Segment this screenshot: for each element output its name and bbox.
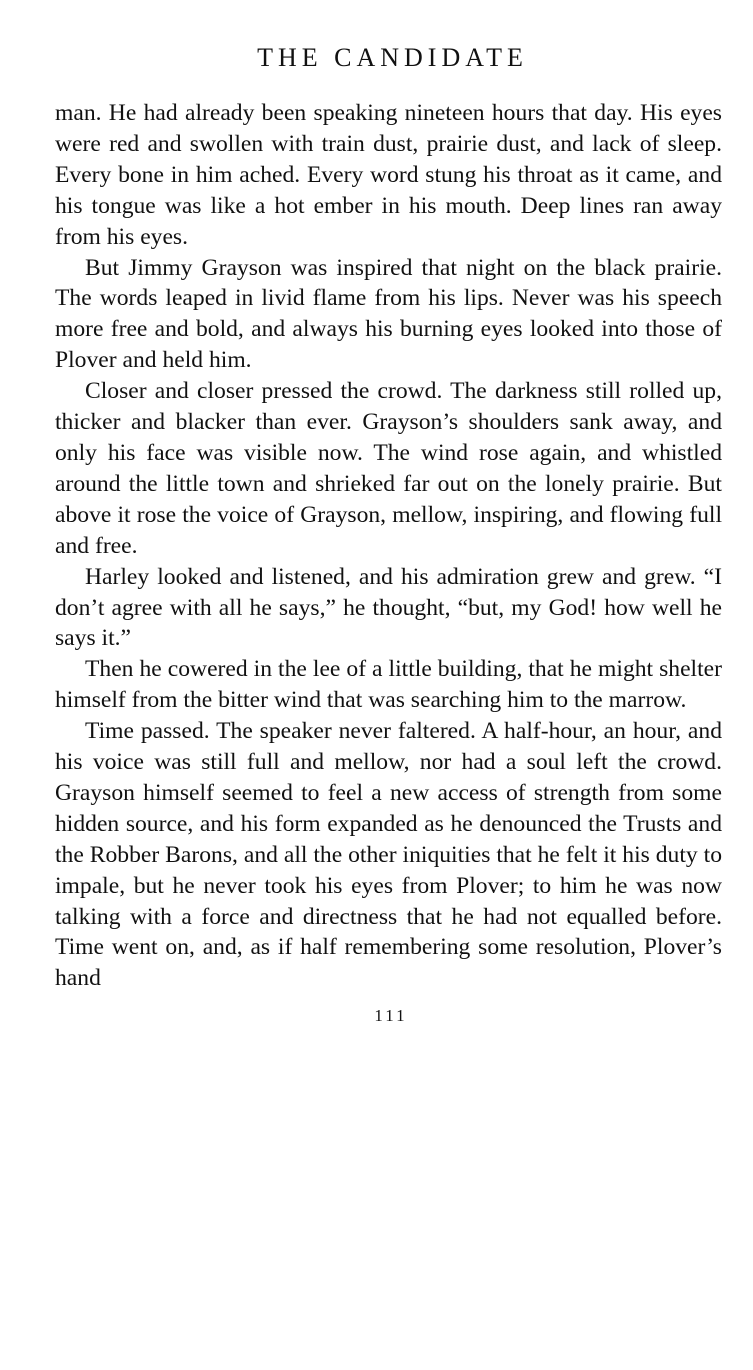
book-page [55,38,722,1026]
body-text [55,98,722,994]
paragraph-1: man. He had already been speaking nineteen hours that day. His eyes were red and swollen with train dust, prairie dust, and lack of sleep. Every bone in him ached. Every word stung his throat as it came, and his tongue was like a hot ember in his mouth. Deep lines ran away from his eyes. [55,100,722,250]
paragraph-3: Closer and closer pressed the crowd. The darkness still rolled up, thicker and blacker than ever. Grayson’s shoulders sank away, and only his face was visible now. The wind rose again, and whistled around the little town and shrieked far out on the lonely prairie. But above it rose the voice of Grayson, mellow, inspiring, and flowing full and free. [55,378,722,559]
paragraph-6: Time passed. The speaker never faltered. A half-hour, an hour, and his voice was still full and mellow, nor had a soul left the crowd. Grayson himself seemed to feel a new access of strength from some hidden source, and his form expanded as he denounced the Trusts and the Robber Barons, and all the other iniquities that he felt it his duty to impale, but he never took his eyes from Plover; to him he was now talking with a force and directness that he had not equalled before. Time went on, and, as if half remembering some resolution, Plover’s hand [55,718,722,992]
paragraph-4: Harley looked and listened, and his admiration grew and grew. “I don’t agree with all he says,” he thought, “but, my God! how well he says it.” [55,563,722,652]
paragraph-2: But Jimmy Grayson was inspired that night on the black prairie. The words leaped in livid flame from his lips. Never was his speech more free and bold, and always his burning eyes looked into those of Plover and held him. [55,254,722,374]
running-head-title: THE CANDIDATE [257,43,528,72]
paragraph-5: Then he cowered in the lee of a little building, that he might shelter himself from the bitter wind that was searching him to the marrow. [55,656,722,714]
page-number: 111 [374,1006,408,1026]
